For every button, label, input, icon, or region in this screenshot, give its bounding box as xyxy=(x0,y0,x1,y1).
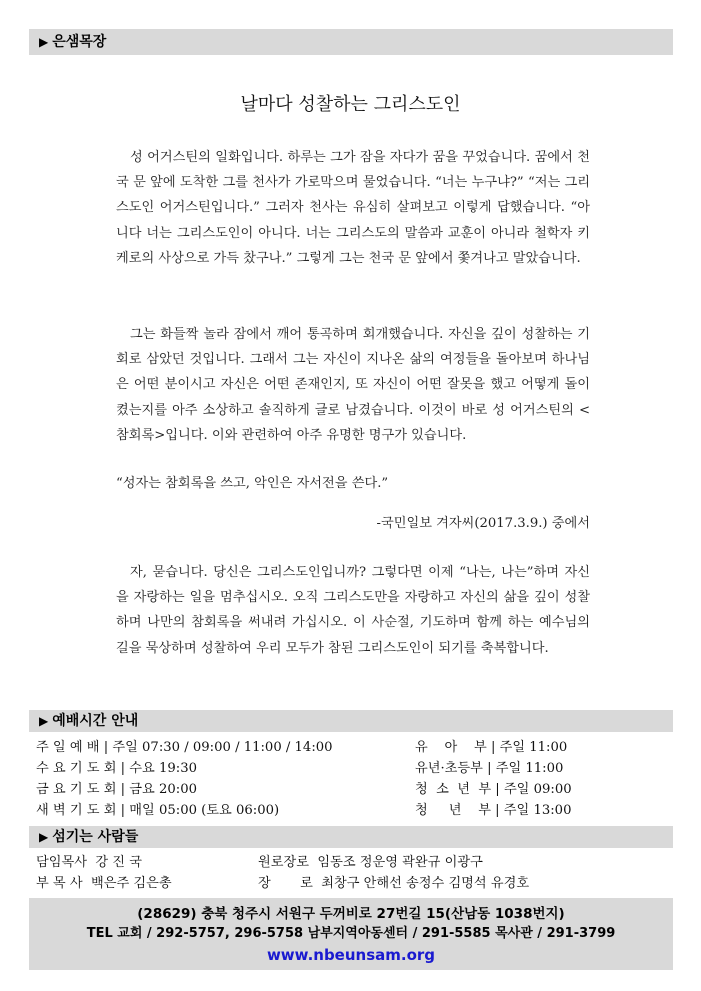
service-name: 유 아 부 xyxy=(415,740,487,755)
article-paragraph-3 xyxy=(116,560,590,661)
paragraph-text: 성 어거스틴의 일화입니다. 하루는 그가 잠을 자다가 꿈을 꾸었습니다. 꿈에서 천국 문 앞에 도착한 그를 천사가 가로막으며 물었습니다. “너는 누구냐?” “저는 그리스도인 어거스틴입니다.” 그러자 천사는 유심히 살펴보고 이렇게 답했습니다. “아니다 너는 그리스도인이 아니다. 너는 그리스도의 말씀과 교훈이 아니라 철학자 키케로의 사상으로 가득 찼구나.” 그렇게 그는 천국 문 앞에서 쫓겨나고 말았습니다. xyxy=(116,150,590,266)
staff-names: 최창구 안해선 송정수 김명석 유경호 xyxy=(321,876,530,891)
article-title: 날마다 성찰하는 그리스도인 xyxy=(240,94,461,115)
staff-row xyxy=(36,873,172,894)
church-phone: TEL 교회 / 292-5757, 296-5758 남부지역아동센터 / 291-5585 목사관 / 291-3799 xyxy=(86,926,616,941)
worship-row: 유년·초등부 | 주일 11:00 xyxy=(415,761,564,776)
service-name: 금 요 기 도 회 xyxy=(36,782,117,797)
role-label: 원로장로 xyxy=(258,855,309,870)
worship-row: 유 아 부 | 주일 11:00 xyxy=(415,740,568,755)
service-time: 주일 07:30 / 09:00 / 11:00 / 14:00 xyxy=(112,740,333,755)
service-time: 주일 11:00 xyxy=(499,740,568,755)
service-time: 주일 13:00 xyxy=(503,803,572,818)
staff-names: 백은주 김은총 xyxy=(91,876,172,891)
role-label: 담임목사 xyxy=(36,855,87,870)
triangle-right-icon: ▶ xyxy=(39,830,49,844)
service-time: 금요 20:00 xyxy=(129,782,197,797)
staff-row xyxy=(258,852,483,873)
section-label: 은샘목장 xyxy=(52,34,107,50)
staff-names: 임동조 정운영 곽완규 이광구 xyxy=(317,855,483,870)
worship-row: 청 년 부 | 주일 13:00 xyxy=(415,803,572,818)
church-footer xyxy=(29,898,673,970)
section-label: 예배시간 안내 xyxy=(52,713,139,729)
service-time: 주일 09:00 xyxy=(503,782,572,797)
service-name: 청 년 부 xyxy=(415,803,491,818)
church-website-link[interactable]: www.nbeunsam.org xyxy=(266,946,436,964)
staff-names: 강 진 국 xyxy=(95,855,142,870)
service-name: 주 일 예 배 xyxy=(36,740,100,755)
section-header-worship xyxy=(29,710,673,732)
staff-row xyxy=(258,873,529,894)
worship-row: 주 일 예 배 | 주일 07:30 / 09:00 / 11:00 / 14:00 xyxy=(36,740,333,755)
service-name: 수 요 기 도 회 xyxy=(36,761,117,776)
service-time: 주일 11:00 xyxy=(495,761,564,776)
service-name: 청 소 년 부 xyxy=(415,782,492,797)
church-address: (28629) 충북 청주시 서원구 두꺼비로 27번길 15(산남동 1038번지) xyxy=(137,906,565,922)
paragraph-text: 그는 화들짝 놀라 잠에서 깨어 통곡하며 회개했습니다. 자신을 깊이 성찰하는 기회로 삼았던 것입니다. 그래서 그는 자신이 지나온 삶의 여정들을 돌아보며 하나님은 어떤 분이시고 자신은 어떤 존재인지, 또 자신이 어떤 잘못을 했고 어떻게 돌이켰는지를 아주 소상하고 솔직하게 글로 남겼습니다. 이것이 바로 성 어거스틴의 <참회록>입니다. 이와 관련하여 아주 유명한 명구가 있습니다. xyxy=(116,327,590,443)
worship-row: 수 요 기 도 회 | 수요 19:30 xyxy=(36,761,197,776)
service-time: 매일 05:00 (토요 06:00) xyxy=(129,803,280,818)
triangle-right-icon: ▶ xyxy=(39,714,49,728)
article-paragraph-2 xyxy=(116,322,590,448)
worship-row: 새 벽 기 도 회 | 매일 05:00 (토요 06:00) xyxy=(36,803,280,818)
worship-row: 청 소 년 부 | 주일 09:00 xyxy=(415,782,572,797)
section-label: 섬기는 사람들 xyxy=(52,829,139,845)
article-paragraph-1 xyxy=(116,145,590,271)
service-name: 유년·초등부 xyxy=(415,761,483,776)
staff-row xyxy=(36,852,142,873)
role-label: 장 로 xyxy=(258,876,313,891)
section-header-servants xyxy=(29,826,673,848)
service-time: 수요 19:30 xyxy=(129,761,197,776)
triangle-right-icon: ▶ xyxy=(39,35,49,49)
article-quote: “성자는 참회록을 쓰고, 악인은 자서전을 쓴다.” xyxy=(116,476,389,491)
quote-source: -국민일보 겨자씨(2017.3.9.) 중에서 xyxy=(376,516,590,531)
section-header-eunsam xyxy=(29,29,673,55)
worship-row: 금 요 기 도 회 | 금요 20:00 xyxy=(36,782,197,797)
service-name: 새 벽 기 도 회 xyxy=(36,803,117,818)
paragraph-text: 자, 묻습니다. 당신은 그리스도인입니까? 그렇다면 이제 “나는, 나는”하며 자신을 자랑하는 일을 멈추십시오. 오직 그리스도만을 자랑하고 자신의 삶을 깊이 성찰하며 나만의 참회록을 써내려 가십시오. 이 사순절, 기도하며 함께 하는 예수님의 길을 묵상하며 성찰하여 우리 모두가 참된 그리스도인이 되기를 축복합니다. xyxy=(116,565,590,656)
role-label: 부 목 사 xyxy=(36,876,83,891)
